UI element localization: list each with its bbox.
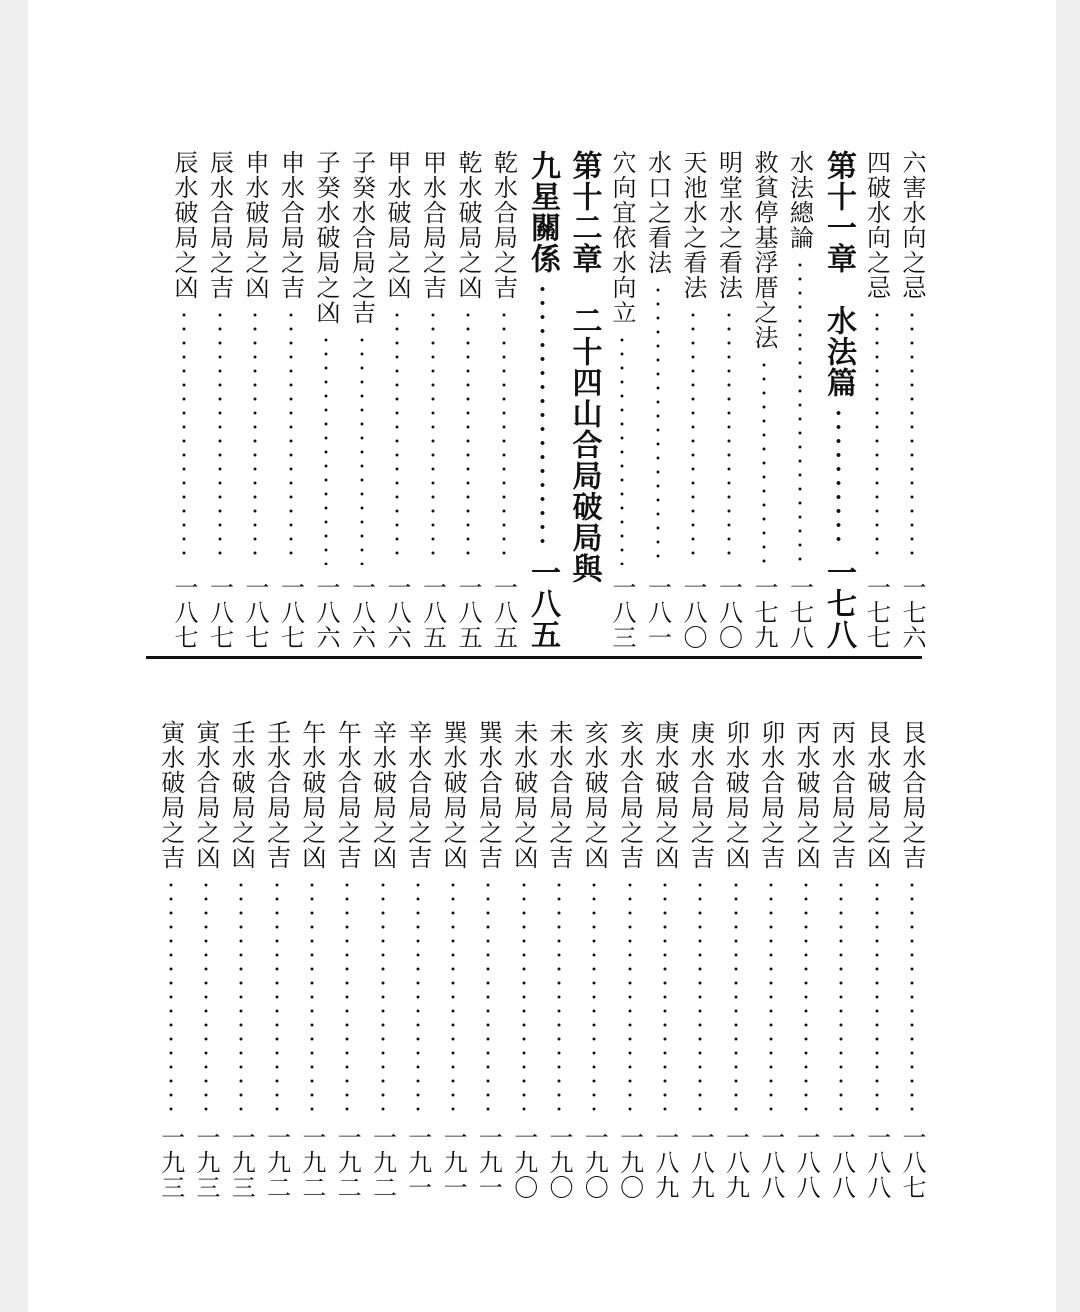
entry-title: 午水合局之吉 (333, 720, 362, 870)
entry-title: 天池水之看法 (679, 150, 707, 300)
toc-entry[interactable] (367, 720, 399, 1200)
entry-title: 申水合局之吉 (276, 150, 305, 300)
leader-dots (522, 878, 526, 1115)
page-number: 一九三 (156, 1125, 185, 1200)
page-number: 一九二 (262, 1125, 291, 1200)
leader-dots (691, 308, 695, 565)
entry-title: 卯水合局之吉 (756, 720, 785, 870)
entry-title: 辰水合局之吉 (205, 150, 234, 300)
page-number: 一九〇 (545, 1125, 573, 1200)
page-number: 一八七 (898, 1125, 926, 1200)
leader-dots (345, 878, 349, 1115)
page-number: 一九一 (439, 1125, 468, 1200)
toc-entry[interactable] (402, 720, 434, 1200)
toc-entry[interactable] (684, 720, 716, 1200)
leader-dots (910, 878, 914, 1115)
toc-entry[interactable] (310, 150, 342, 650)
toc-entry[interactable] (275, 150, 307, 650)
toc-entry[interactable] (204, 150, 236, 650)
leader-dots (910, 308, 914, 565)
entry-title: 壬水破局之凶 (227, 720, 256, 870)
page-number: 一九一 (474, 1125, 503, 1200)
leader-dots (875, 878, 879, 1115)
page-number: 一八七 (170, 575, 198, 650)
page-number: 一八七 (276, 575, 305, 650)
page-number: 一九三 (227, 1125, 256, 1200)
toc-entry[interactable] (720, 720, 752, 1200)
leader-dots (451, 878, 455, 1115)
leader-dots (253, 308, 257, 565)
leader-dots (592, 878, 596, 1115)
leader-dots (698, 878, 702, 1115)
toc-entry[interactable] (508, 720, 540, 1200)
leader-dots (416, 878, 420, 1115)
toc-entry[interactable] (190, 720, 222, 1200)
entry-title: 艮水合局之吉 (898, 720, 926, 870)
leader-dots (275, 878, 279, 1115)
page-number: 一八五 (489, 575, 518, 650)
toc-bottom-section (28, 720, 1056, 1200)
leader-dots (169, 878, 173, 1115)
entry-title: 九星關係 (525, 150, 560, 274)
book-page (28, 0, 1056, 1312)
entry-title: 巽水破局之凶 (439, 720, 468, 870)
entry-title: 穴向宜依水向立 (608, 150, 636, 325)
toc-entry[interactable] (784, 150, 816, 650)
entry-title: 救貧停基浮厝之法 (750, 150, 778, 350)
leader-dots (381, 878, 385, 1115)
leader-dots (360, 333, 364, 565)
toc-entry[interactable] (861, 150, 893, 650)
page-number: 一八〇 (679, 575, 707, 650)
toc-entry[interactable] (713, 150, 745, 650)
toc-entry[interactable] (606, 150, 638, 650)
toc-entry[interactable] (825, 720, 857, 1200)
entry-title: 未水合局之吉 (545, 720, 573, 870)
entry-title: 辰水破局之凶 (170, 150, 198, 300)
page-number: 一九〇 (509, 1125, 538, 1200)
toc-entry[interactable] (896, 150, 928, 650)
entry-title: 乾水合局之吉 (489, 150, 518, 300)
leader-dots (620, 333, 624, 565)
entry-title: 巽水合局之吉 (474, 720, 503, 870)
leader-dots (486, 878, 490, 1115)
entry-title: 子癸水破局之凶 (312, 150, 340, 325)
entry-title: 丙水合局之吉 (827, 720, 856, 870)
toc-entry[interactable] (225, 720, 257, 1200)
entry-title: 寅水破局之吉 (156, 720, 185, 870)
entry-title: 明堂水之看法 (714, 150, 743, 300)
page-number: 一八九 (686, 1125, 715, 1200)
leader-dots (310, 878, 314, 1115)
page-number: 一九一 (403, 1125, 432, 1200)
chapter-entry[interactable] (819, 150, 857, 650)
toc-entry[interactable] (790, 720, 822, 1200)
toc-entry[interactable] (578, 720, 610, 1200)
leader-dots (875, 308, 879, 565)
page-number: 一九二 (333, 1125, 362, 1200)
entry-title: 第十二章 二十四山合局破局與 (566, 150, 602, 584)
page-number: 一八九 (721, 1125, 750, 1200)
entry-title: 卯水破局之凶 (721, 720, 750, 870)
toc-entry[interactable] (614, 720, 646, 1200)
toc-entry[interactable] (452, 150, 484, 650)
page-number: 一八五 (525, 557, 560, 650)
toc-top-section (28, 150, 1056, 650)
page-number: 一七八 (821, 557, 856, 650)
toc-entry[interactable] (642, 150, 674, 650)
leader-dots (734, 878, 738, 1115)
entry-title: 水法總論 (785, 150, 814, 250)
toc-entry[interactable] (861, 720, 893, 1200)
page-number: 一八三 (608, 575, 636, 650)
leader-dots (762, 358, 766, 565)
toc-entry[interactable] (755, 720, 787, 1200)
page-number: 一九三 (192, 1125, 220, 1200)
entry-title: 第十一章 水法篇 (821, 150, 856, 398)
toc-entry[interactable] (748, 150, 780, 650)
page-number: 一八一 (643, 575, 672, 650)
toc-entry[interactable] (296, 720, 328, 1200)
leader-dots (628, 878, 632, 1115)
entry-title: 未水破局之凶 (509, 720, 538, 870)
page-number: 一八八 (792, 1125, 821, 1200)
leader-dots (395, 308, 399, 565)
toc-entry[interactable] (155, 720, 187, 1200)
leader-dots (324, 333, 328, 565)
page-number: 一七六 (898, 575, 926, 650)
toc-entry[interactable] (417, 150, 449, 650)
leader-dots (798, 258, 802, 565)
toc-entry[interactable] (896, 720, 928, 1200)
entry-title: 亥水合局之吉 (615, 720, 644, 870)
entry-title: 六害水向之忌 (898, 150, 926, 300)
page-number: 一七九 (750, 575, 778, 650)
page-number: 一八八 (827, 1125, 856, 1200)
entry-title: 丙水破局之凶 (792, 720, 821, 870)
entry-title: 亥水破局之凶 (580, 720, 609, 870)
entry-title: 壬水合局之吉 (262, 720, 291, 870)
entry-title: 甲水破局之凶 (383, 150, 411, 300)
leader-dots (836, 406, 841, 547)
leader-dots (431, 308, 435, 565)
leader-dots (218, 308, 222, 565)
toc-entry[interactable] (331, 720, 363, 1200)
entry-title: 辛水破局之凶 (368, 720, 397, 870)
entry-title: 辛水合局之吉 (403, 720, 432, 870)
page-number: 一八八 (756, 1125, 785, 1200)
page-number: 一八七 (241, 575, 269, 650)
entry-title: 艮水破局之凶 (862, 720, 891, 870)
page-number: 一八六 (312, 575, 340, 650)
entry-title: 午水破局之凶 (297, 720, 326, 870)
leader-dots (727, 308, 731, 565)
toc-entry[interactable] (346, 150, 378, 650)
toc-entry[interactable] (437, 720, 469, 1200)
page-number: 一九二 (368, 1125, 397, 1200)
entry-title: 申水破局之凶 (241, 150, 269, 300)
page-number: 一七七 (862, 575, 891, 650)
page-number: 一八七 (205, 575, 234, 650)
entry-title: 寅水合局之凶 (192, 720, 220, 870)
toc-entry[interactable] (239, 150, 271, 650)
page-number: 一八九 (650, 1125, 679, 1200)
page-number: 一八六 (347, 575, 376, 650)
toc-entry[interactable] (168, 150, 200, 650)
page-number: 一七八 (785, 575, 814, 650)
page-number: 一八八 (862, 1125, 891, 1200)
leader-dots (182, 308, 186, 565)
page-number: 一九二 (297, 1125, 326, 1200)
page-number: 一八五 (418, 575, 447, 650)
leader-dots (204, 878, 208, 1115)
leader-dots (502, 308, 506, 565)
toc-entry[interactable] (381, 150, 413, 650)
leader-dots (289, 308, 293, 565)
section-divider (146, 656, 922, 659)
entry-title: 庚水破局之凶 (650, 720, 679, 870)
page-number: 一八五 (454, 575, 482, 650)
leader-dots (663, 878, 667, 1115)
leader-dots (557, 878, 561, 1115)
toc-entry[interactable] (649, 720, 681, 1200)
leader-dots (540, 282, 545, 547)
entry-title: 乾水破局之凶 (454, 150, 482, 300)
page-number: 一九〇 (580, 1125, 609, 1200)
entry-title: 甲水合局之吉 (418, 150, 447, 300)
leader-dots (466, 308, 470, 565)
toc-entry[interactable] (261, 720, 293, 1200)
entry-title: 子癸水合局之吉 (347, 150, 376, 325)
toc-entry[interactable] (677, 150, 709, 650)
toc-entry[interactable] (543, 720, 575, 1200)
leader-dots (839, 878, 843, 1115)
chapter-entry[interactable] (565, 150, 603, 650)
entry-title: 四破水向之忌 (862, 150, 891, 300)
entry-title: 庚水合局之吉 (686, 720, 715, 870)
chapter-entry[interactable] (523, 150, 561, 650)
toc-entry[interactable] (472, 720, 504, 1200)
leader-dots (769, 878, 773, 1115)
page-number: 一九〇 (615, 1125, 644, 1200)
toc-entry[interactable] (488, 150, 520, 650)
leader-dots (804, 878, 808, 1115)
leader-dots (656, 283, 660, 565)
entry-title: 水口之看法 (643, 150, 672, 275)
page-number: 一八〇 (714, 575, 743, 650)
leader-dots (239, 878, 243, 1115)
page-number: 一八六 (383, 575, 411, 650)
